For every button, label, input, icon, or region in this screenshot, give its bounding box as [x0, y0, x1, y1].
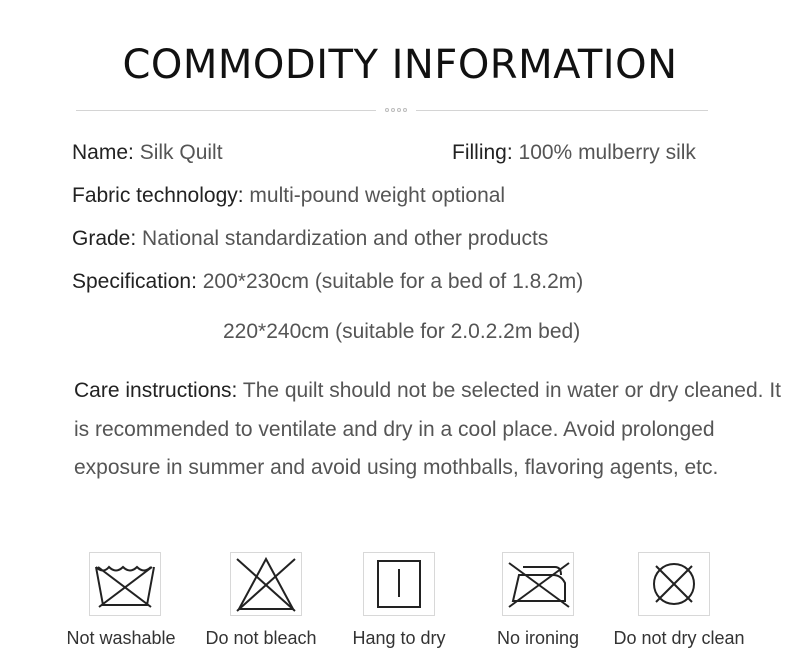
care-symbol-do-not-bleach — [230, 552, 302, 616]
no-iron-icon — [503, 553, 573, 615]
grade-label: Grade: — [72, 227, 137, 250]
page-title: COMMODITY INFORMATION — [122, 42, 678, 88]
icon-label-no-ironing: No ironing — [496, 628, 580, 648]
fabric-value: multi-pound weight optional — [243, 184, 506, 207]
name-value: Silk Quilt — [133, 141, 223, 164]
care-symbol-do-not-dry-clean — [638, 552, 710, 616]
icon-label-do-not-dry-clean: Do not dry clean — [613, 628, 745, 648]
icon-label-do-not-bleach: Do not bleach — [205, 628, 317, 648]
care-symbol-not-washable — [89, 552, 161, 616]
filling-row — [452, 141, 696, 165]
fabric-label: Fabric technology: — [72, 184, 244, 207]
hang-dry-icon — [364, 553, 434, 615]
fabric-row — [72, 184, 505, 208]
name-label: Name: — [72, 141, 134, 164]
grade-value: National standardization and other products — [136, 227, 549, 250]
no-wash-icon — [90, 553, 160, 615]
spec-value-1: 200*230cm (suitable for a bed of 1.8.2m) — [196, 270, 584, 293]
care-text: The quilt should not be selected in water or dry cleaned. It is recommended to ventilate and dry in a cool place. Avoid prolonged exposure in summer and avoid using mothballs, flavoring agents, etc. — [74, 379, 782, 479]
icon-label-hang-to-dry: Hang to dry — [352, 628, 446, 648]
spec-row — [72, 270, 583, 294]
care-symbol-no-ironing — [502, 552, 574, 616]
no-dry-clean-icon — [639, 553, 709, 615]
filling-value: 100% mulberry silk — [512, 141, 696, 164]
filling-label: Filling: — [452, 141, 513, 164]
grade-row — [72, 227, 548, 251]
spec-value-2: 220*240cm (suitable for 2.0.2.2m bed) — [223, 320, 581, 343]
spec-row-2 — [223, 320, 580, 344]
care-instructions — [74, 372, 784, 488]
name-row — [72, 141, 223, 165]
no-bleach-icon — [231, 553, 301, 615]
care-symbol-hang-to-dry — [363, 552, 435, 616]
divider-ornament — [376, 104, 416, 116]
spec-label: Specification: — [72, 270, 197, 293]
care-label: Care instructions: — [74, 379, 238, 402]
icon-label-not-washable: Not washable — [66, 628, 176, 648]
